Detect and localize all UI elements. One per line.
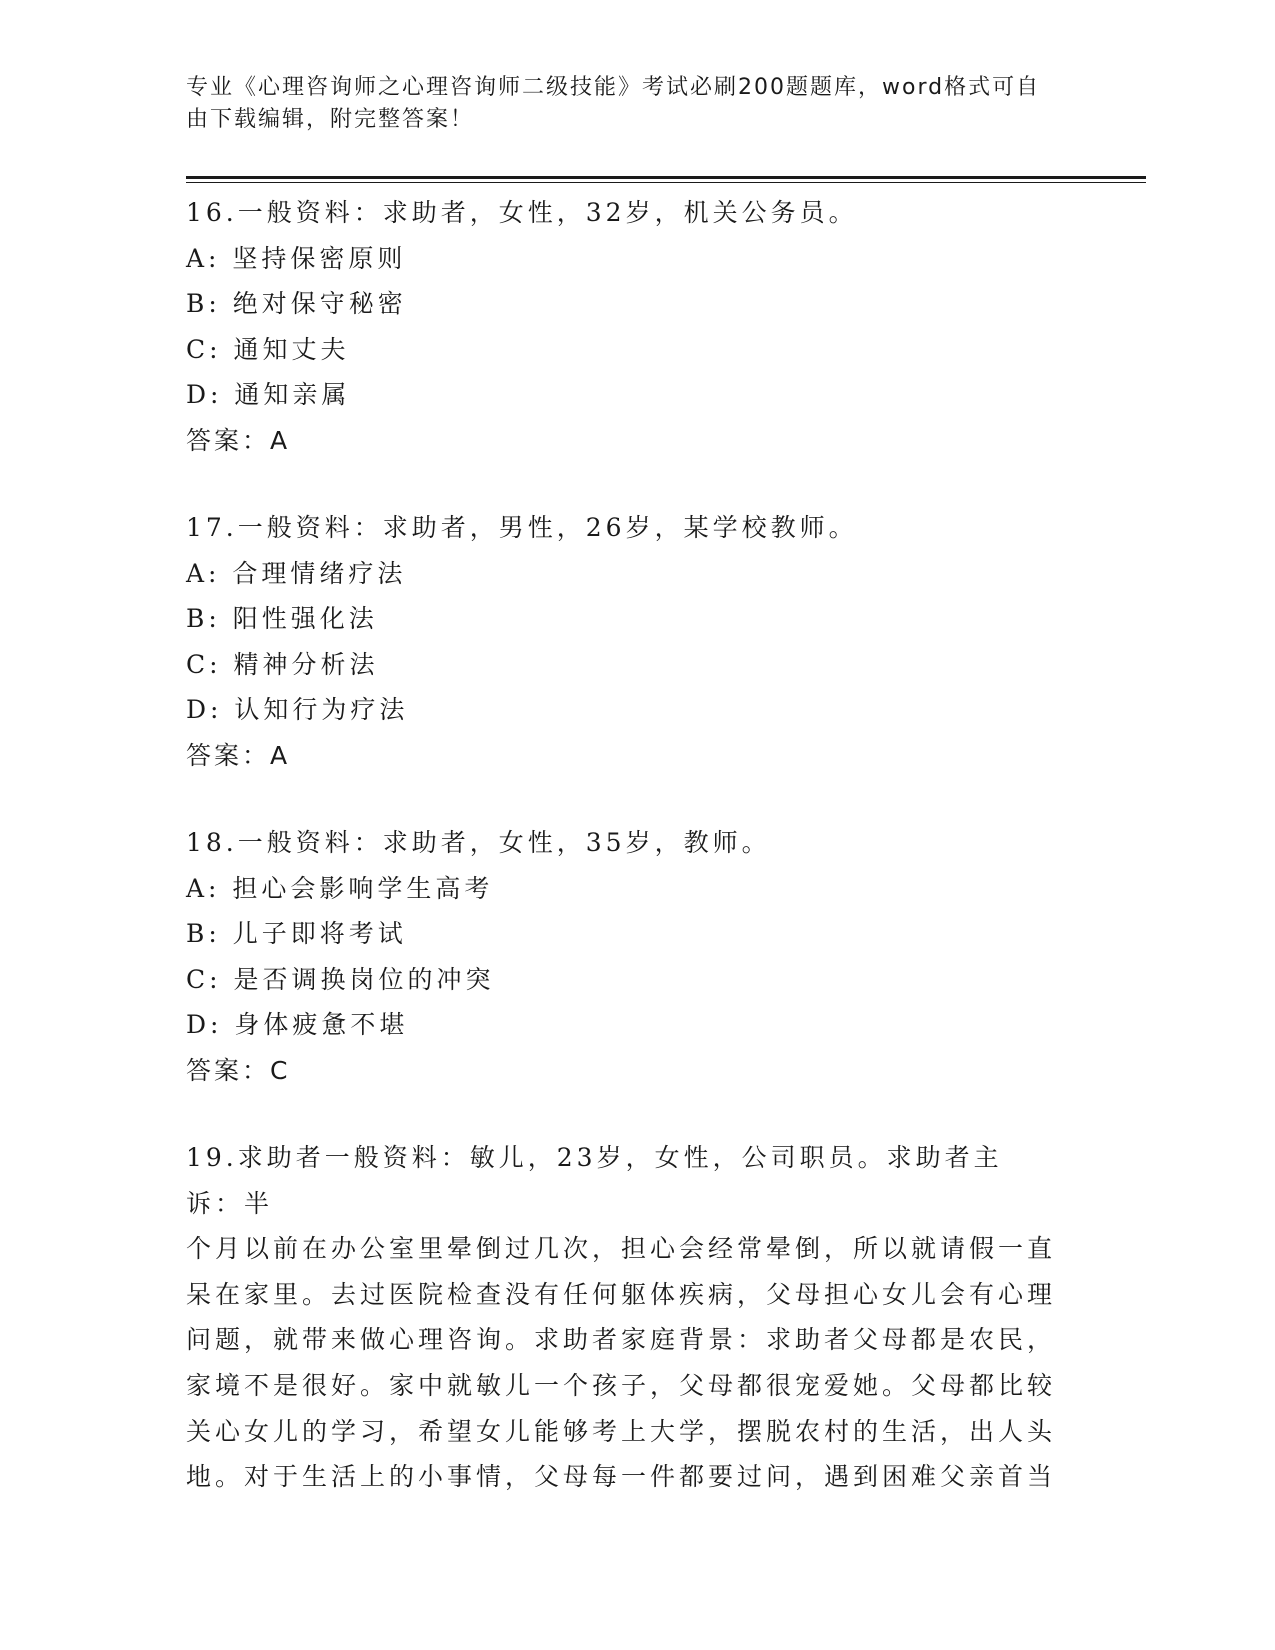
question-text-line: 地。对于生活上的小事情，父母每一件都要过问，遇到困难父亲首当 [186, 1462, 1057, 1492]
question-text-line: 关心女儿的学习，希望女儿能够考上大学，摆脱农村的生活，出人头 [186, 1416, 1057, 1446]
header-divider-thick [186, 176, 1146, 179]
question-stem: 18.一般资料：求助者，女性，35岁，教师。 [186, 828, 771, 857]
question-18 [186, 820, 1086, 1093]
option-d: D: 通知亲属 [186, 380, 351, 409]
option-b: B: 绝对保守秘密 [186, 289, 407, 318]
answer-line: 答案：A [186, 425, 291, 455]
header-line-1: 专业《心理咨询师之心理咨询师二级技能》考试必刷200题题库，word格式可自 [186, 75, 1041, 100]
question-stem: 16.一般资料：求助者，女性，32岁，机关公务员。 [186, 198, 858, 227]
option-a: A: 坚持保密原则 [186, 243, 407, 273]
option-d: D: 身体疲惫不堪 [186, 1010, 409, 1039]
question-text-line: 家境不是很好。家中就敏儿一个孩子，父母都很宠爱她。父母都比较 [186, 1370, 1057, 1400]
option-c: C: 精神分析法 [186, 649, 379, 679]
question-17 [186, 505, 1086, 778]
option-b: B: 阳性强化法 [186, 604, 378, 633]
document-header [186, 72, 1066, 136]
question-19 [186, 1135, 1056, 1500]
question-text-line: 19.求助者一般资料：敏儿，23岁，女性，公司职员。求助者主诉：半 [186, 1143, 1003, 1218]
question-stem: 17.一般资料：求助者，男性，26岁，某学校教师。 [186, 513, 858, 542]
question-16 [186, 190, 1086, 463]
answer-line: 答案：C [186, 1055, 291, 1085]
question-text-line: 个月以前在办公室里晕倒过几次，担心会经常晕倒，所以就请假一直 [186, 1234, 1057, 1264]
header-line-2: 由下载编辑，附完整答案！ [186, 107, 475, 132]
question-text-line: 呆在家里。去过医院检查没有任何躯体疾病，父母担心女儿会有心理 [186, 1279, 1057, 1309]
question-text-line: 问题，就带来做心理咨询。求助者家庭背景：求助者父母都是农民， [186, 1325, 1057, 1355]
option-c: C: 是否调换岗位的冲突 [186, 964, 495, 994]
option-d: D: 认知行为疗法 [186, 695, 409, 724]
question-list [186, 190, 1086, 1542]
header-divider-thin [186, 182, 1146, 183]
option-b: B: 儿子即将考试 [186, 919, 407, 948]
option-c: C: 通知丈夫 [186, 334, 350, 364]
option-a: A: 合理情绪疗法 [186, 558, 407, 588]
answer-line: 答案：A [186, 740, 291, 770]
option-a: A: 担心会影响学生高考 [186, 873, 494, 903]
